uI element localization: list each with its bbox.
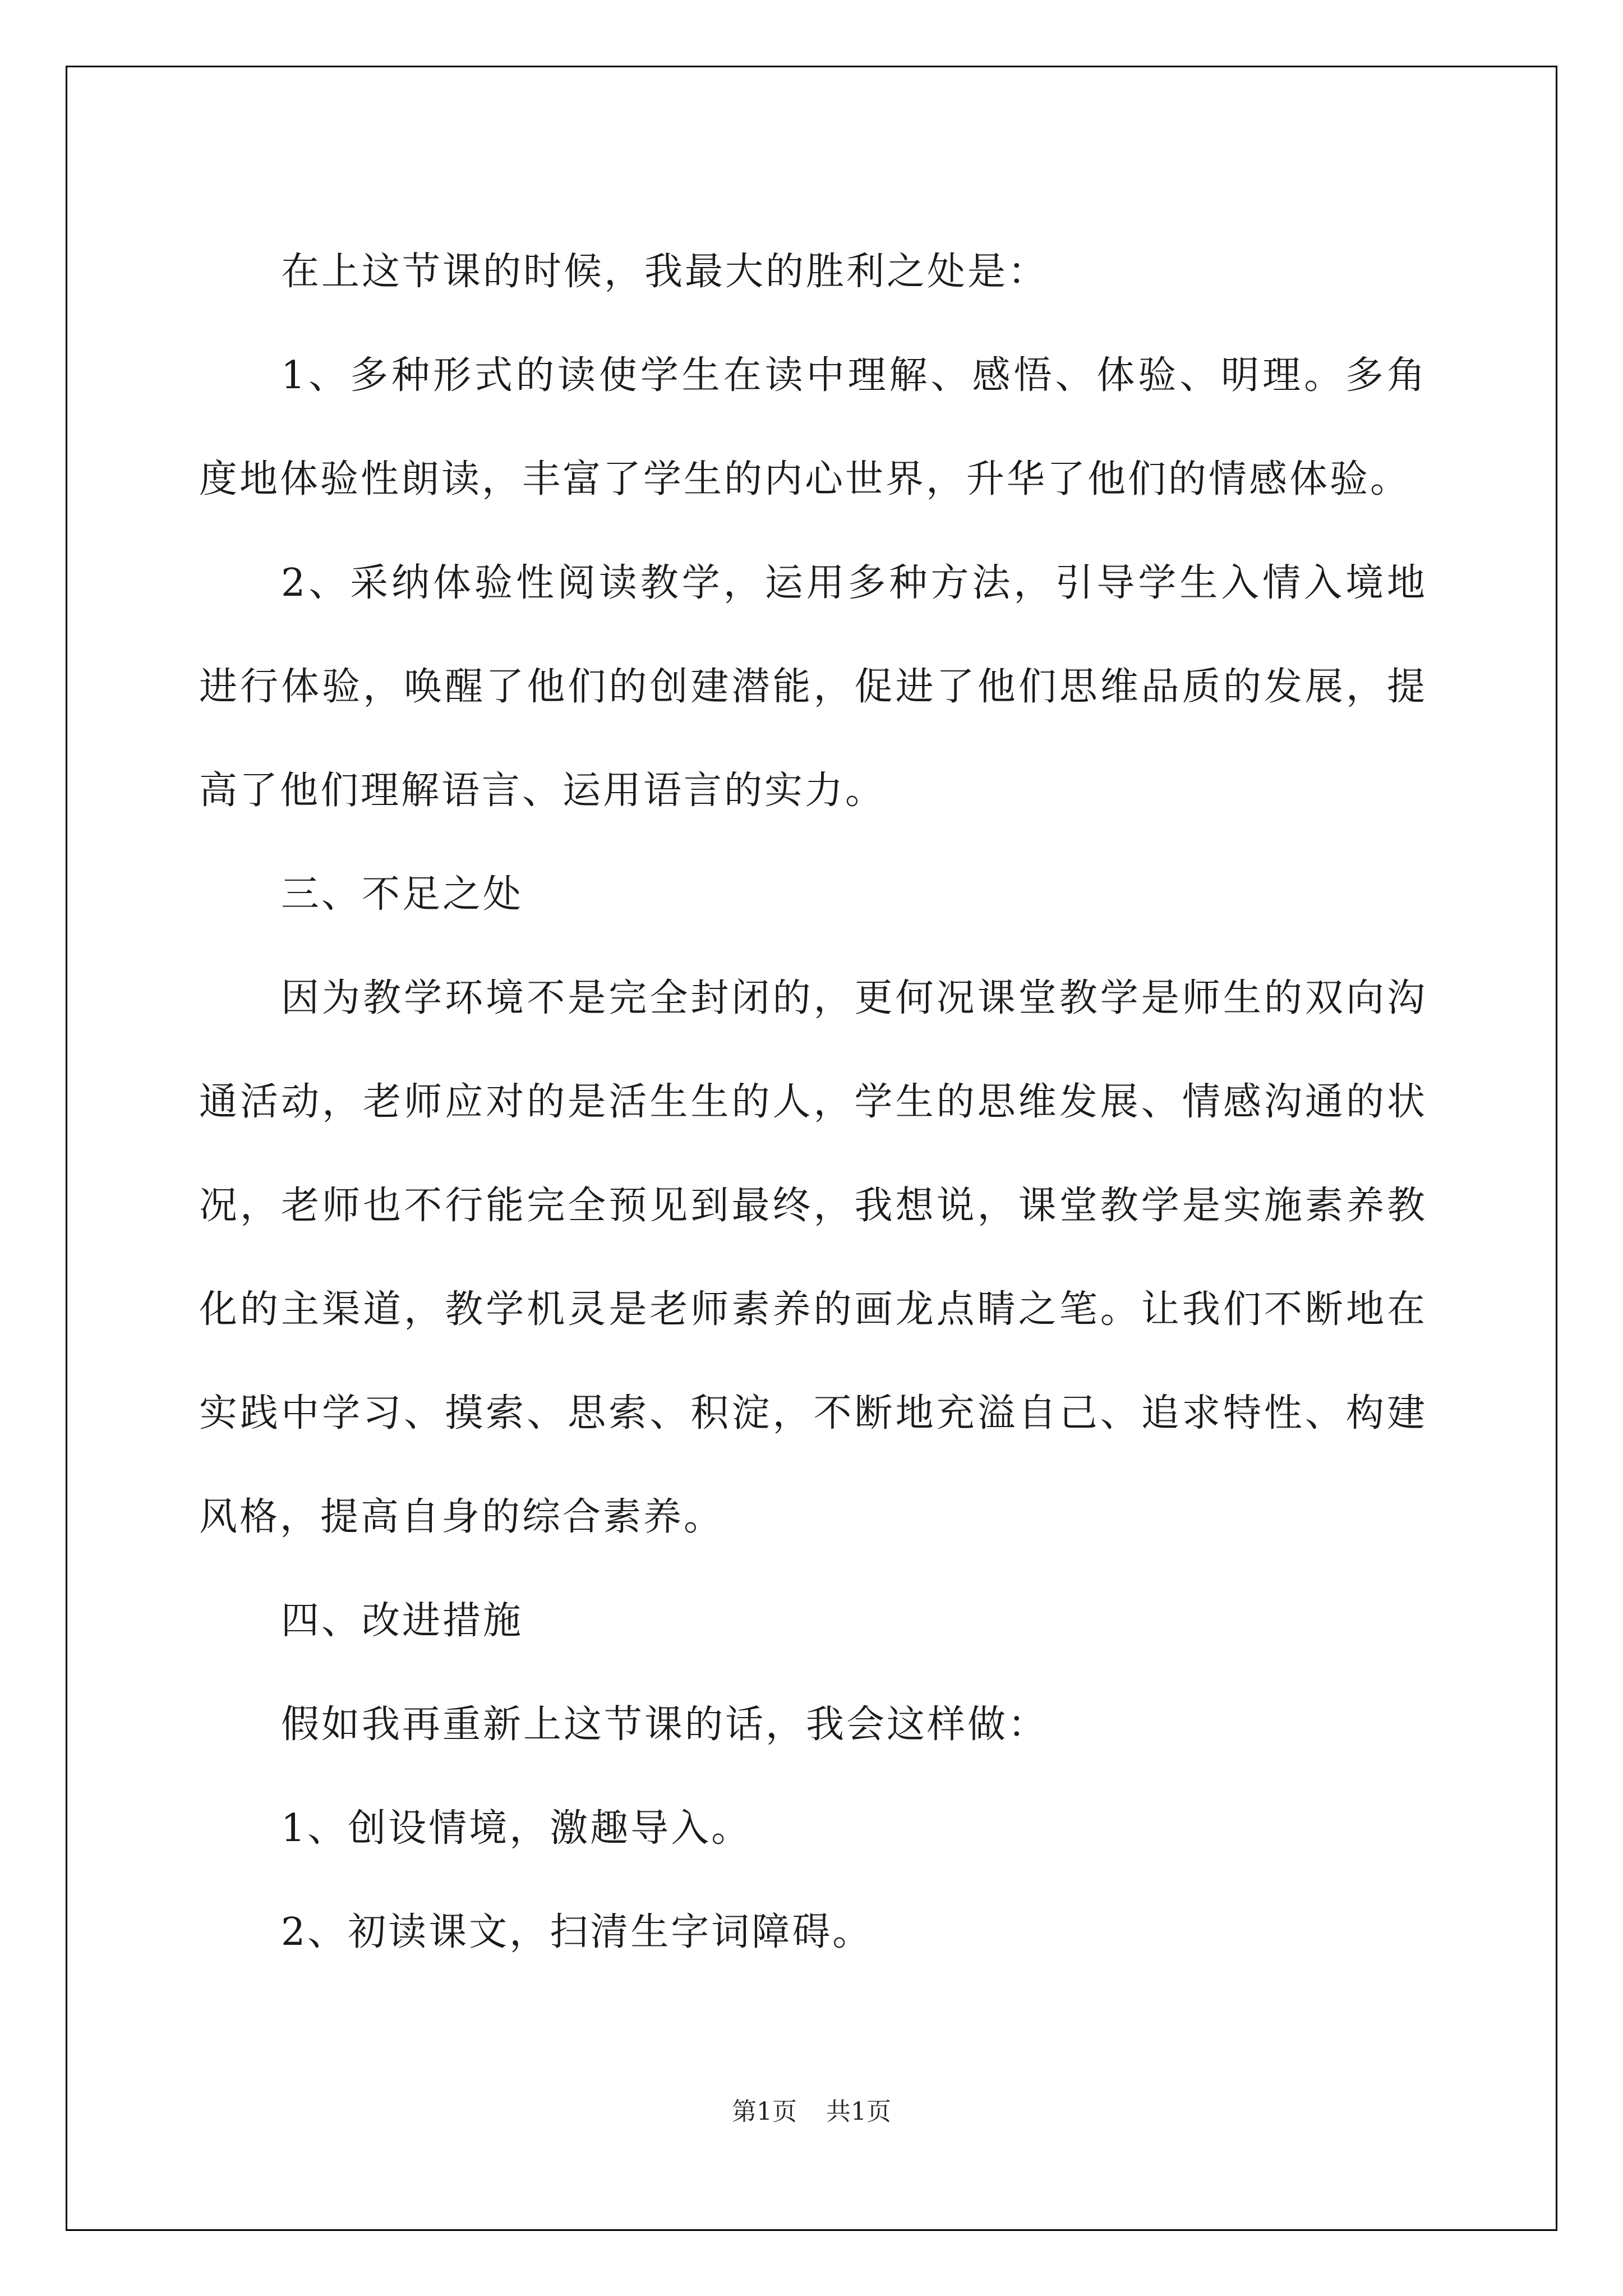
page-total: 共1页	[826, 2097, 891, 2126]
section-heading-improvements: 四、改进措施	[281, 1599, 524, 1643]
paragraph-intro: 在上这节课的时候，我最大的胜利之处是：	[281, 250, 1049, 294]
page-footer	[0, 2095, 1623, 2129]
paragraph-improvement-2: 2、初读课文，扫清生字词障碍。	[281, 1910, 873, 1954]
paragraph-shortcomings: 因为教学环境不是完全封闭的，更何况课堂教学是师生的双向沟通活动，老师应对的是活生生的人，学生的思维发展、情感沟通的状况，老师也不行能完全预见到最终，我想说，课堂教学是实施素养教化的主渠道，教学机灵是老师素养的画龙点睛之笔。让我们不断地在实践中学习、摸索、思索、积淀，不断地充溢自己、追求特性、构建风格，提高自身的综合素养。	[199, 976, 1427, 1539]
document-body	[199, 220, 1427, 1984]
paragraph-improvement-1: 1、创设情境，激趣导入。	[281, 1806, 752, 1851]
page-number: 第1页	[732, 2097, 797, 2126]
paragraph-improvements-intro: 假如我再重新上这节课的话，我会这样做：	[281, 1703, 1049, 1747]
section-heading-shortcomings: 三、不足之处	[281, 872, 524, 917]
paragraph-point-1: 1、多种形式的读使学生在读中理解、感悟、体验、明理。多角度地体验性朗读，丰富了学生的内心世界，升华了他们的情感体验。	[199, 353, 1427, 501]
paragraph-point-2: 2、采纳体验性阅读教学，运用多种方法，引导学生入情入境地进行体验，唤醒了他们的创建潜能，促进了他们思维品质的发展，提高了他们理解语言、运用语言的实力。	[199, 561, 1427, 813]
